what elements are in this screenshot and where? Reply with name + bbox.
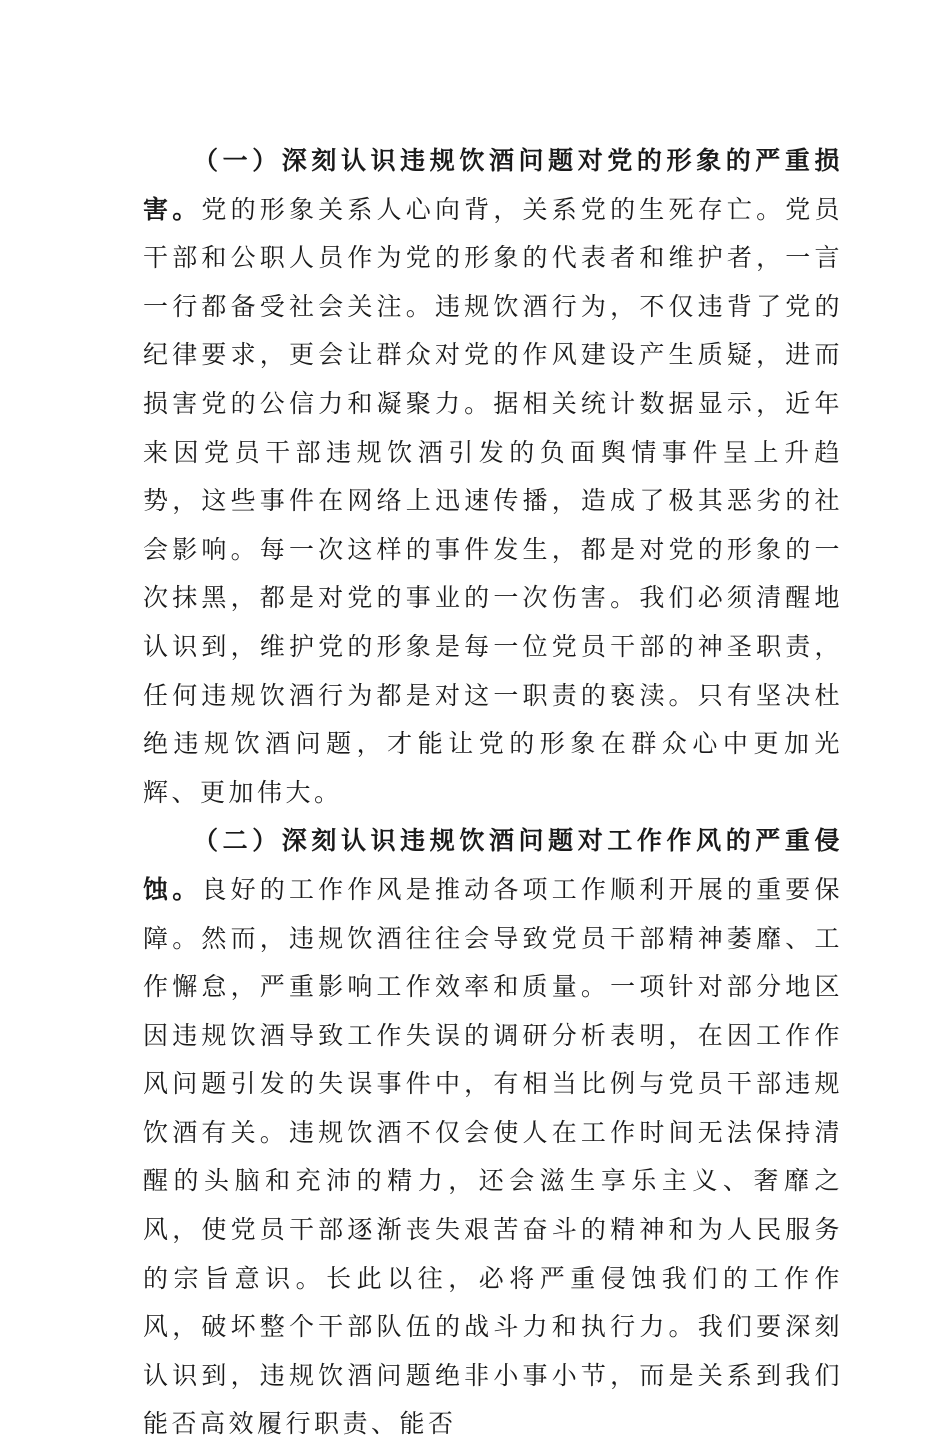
paragraph-2 — [143, 817, 843, 1449]
paragraph-2-heading: （二）深刻认识违规饮酒问题对工作作风的严重侵蚀。 — [143, 826, 843, 904]
paragraph-2-body: 良好的工作作风是推动各项工作顺利开展的重要保障。然而，违规饮酒往往会导致党员干部精神萎靡、工作懈怠，严重影响工作效率和质量。一项针对部分地区因违规饮酒导致工作失误的调研分析表明，在因工作作风问题引发的失误事件中，有相当比例与党员干部违规饮酒有关。违规饮酒不仅会使人在工作时间无法保持清醒的头脑和充沛的精力，还会滋生享乐主义、奢靡之风，使党员干部逐渐丧失艰苦奋斗的精神和为人民服务的宗旨意识。长此以往，必将严重侵蚀我们的工作作风，破坏整个干部队伍的战斗力和执行力。我们要深刻认识到，违规饮酒问题绝非小事小节，而是关系到我们能否高效履行职责、能否 — [143, 874, 843, 1439]
document-body — [143, 137, 843, 1449]
paragraph-1 — [143, 137, 843, 817]
paragraph-1-heading: （一）深刻认识违规饮酒问题对党的形象的严重损害。 — [143, 146, 843, 224]
paragraph-1-body: 党的形象关系人心向背，关系党的生死存亡。党员干部和公职人员作为党的形象的代表者和维护者，一言一行都备受社会关注。违规饮酒行为，不仅违背了党的纪律要求，更会让群众对党的作风建设产生质疑，进而损害党的公信力和凝聚力。据相关统计数据显示，近年来因党员干部违规饮酒引发的负面舆情事件呈上升趋势，这些事件在网络上迅速传播，造成了极其恶劣的社会影响。每一次这样的事件发生，都是对党的形象的一次抹黑，都是对党的事业的一次伤害。我们必须清醒地认识到，维护党的形象是每一位党员干部的神圣职责，任何违规饮酒行为都是对这一职责的亵渎。只有坚决杜绝违规饮酒问题，才能让党的形象在群众心中更加光辉、更加伟大。 — [143, 194, 843, 807]
